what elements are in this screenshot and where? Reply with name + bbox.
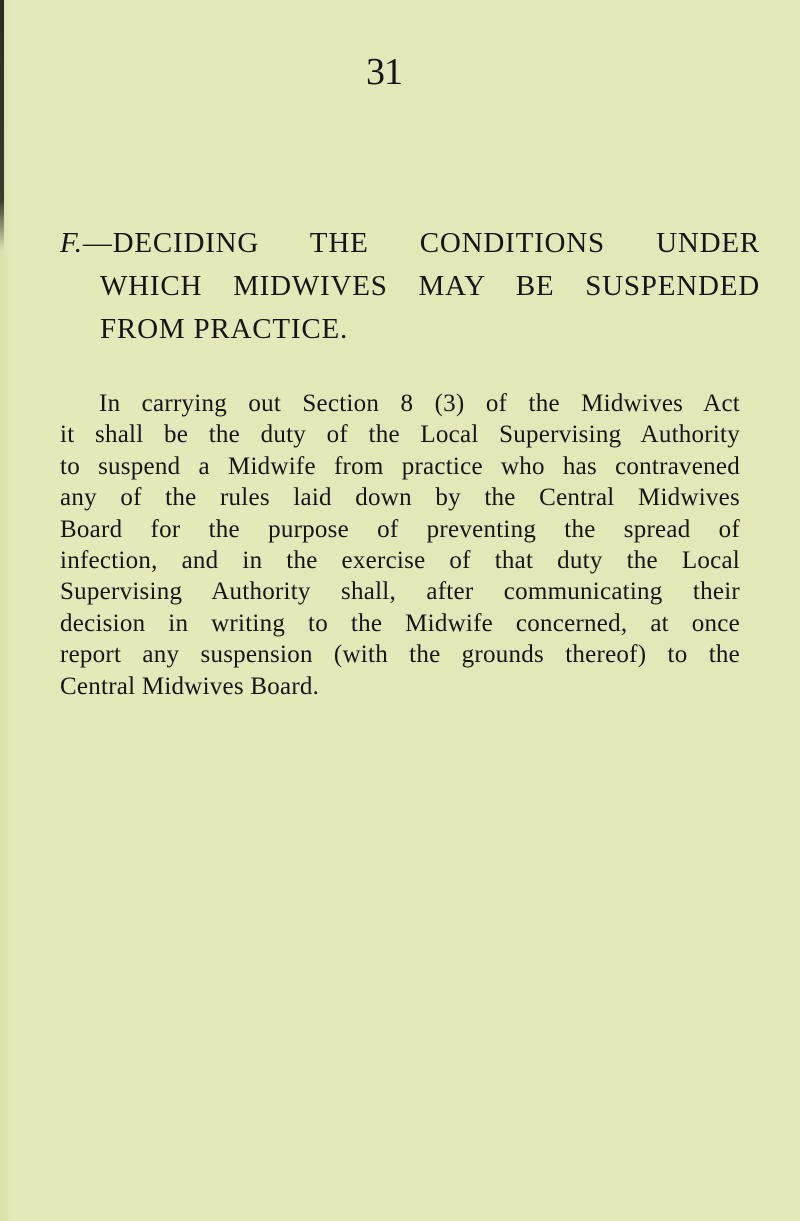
binding-edge bbox=[0, 0, 4, 250]
heading-line-1 bbox=[60, 222, 760, 265]
paragraph-line: Supervising Authority shall, after communicating their bbox=[60, 578, 740, 606]
heading-line-3: FROM PRACTICE. bbox=[100, 313, 349, 345]
page-number: 31 bbox=[366, 51, 402, 93]
paragraph-line: to suspend a Midwife from practice who has contravened bbox=[60, 452, 740, 480]
paragraph-line: it shall be the duty of the Local Supervising Authority bbox=[60, 421, 740, 449]
body-paragraph bbox=[60, 388, 740, 702]
paragraph-line: Board for the purpose of preventing the spread of bbox=[60, 515, 740, 543]
paragraph-line: report any suspension (with the grounds thereof) to the bbox=[60, 641, 740, 669]
paragraph-line: any of the rules laid down by the Central Midwives bbox=[60, 484, 740, 512]
paragraph-line-last: Central Midwives Board. bbox=[60, 672, 320, 700]
paragraph-line: In carrying out Section 8 (3) of the Midwives Act bbox=[99, 390, 740, 417]
section-heading bbox=[60, 222, 760, 351]
paragraph-line: infection, and in the exercise of that duty the Local bbox=[60, 547, 740, 575]
heading-section-letter: F. bbox=[60, 227, 83, 259]
heading-line-1-text: —DECIDING THE CONDITIONS UNDER bbox=[82, 227, 760, 259]
paragraph-line: decision in writing to the Midwife concerned, at once bbox=[60, 609, 740, 637]
heading-line-2: WHICH MIDWIVES MAY BE SUSPENDED bbox=[100, 270, 760, 302]
